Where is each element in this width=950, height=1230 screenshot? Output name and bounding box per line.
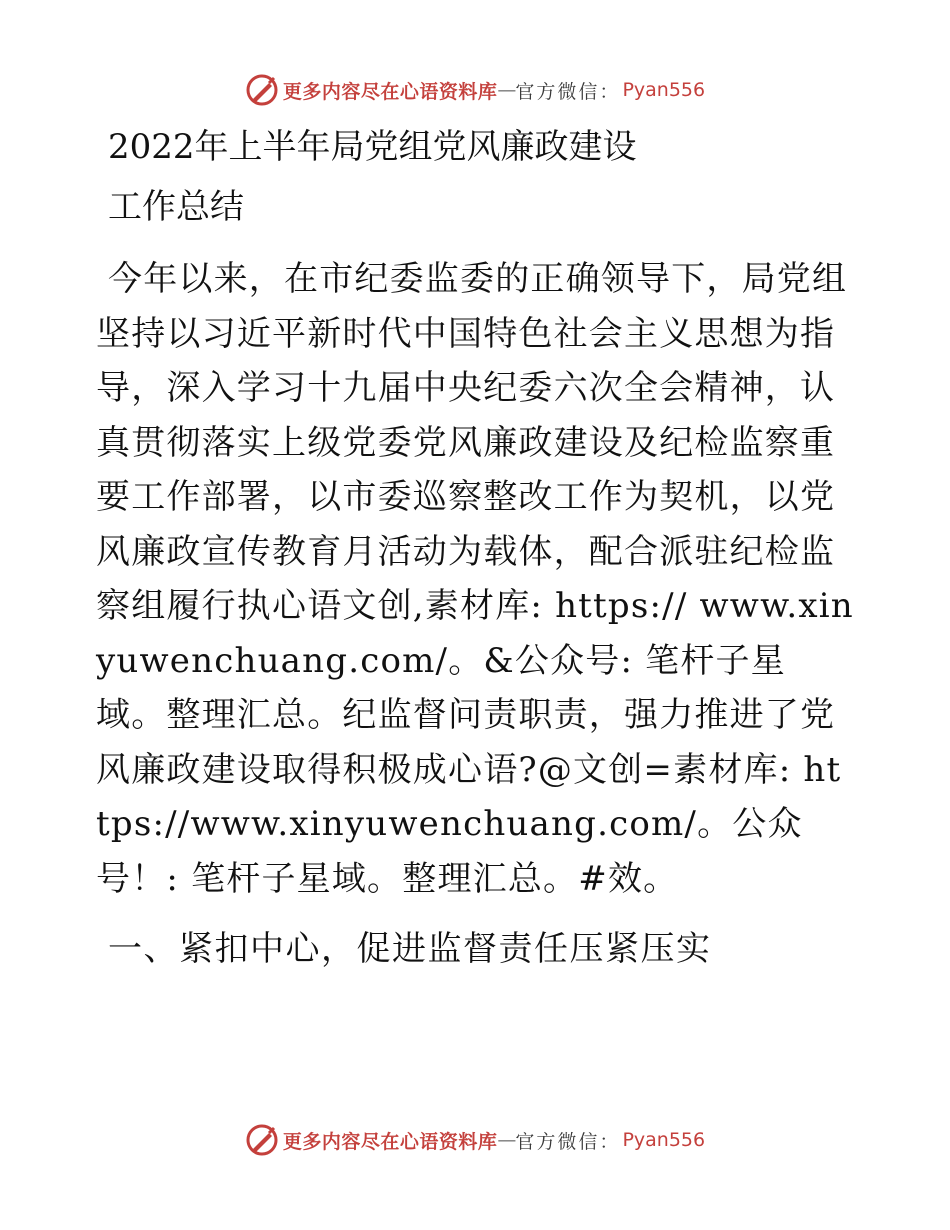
watermark-brand-text: 官方微信： bbox=[515, 1130, 621, 1153]
watermark-wechat-id: Pyan556 bbox=[622, 1129, 706, 1151]
pen-logo-icon bbox=[245, 73, 279, 107]
watermark-main-text: 更多内容尽在心语资料库 bbox=[282, 1130, 498, 1153]
watermark-main-text: 更多内容尽在心语资料库 bbox=[282, 80, 498, 103]
watermark-banner-bottom bbox=[0, 1120, 950, 1160]
watermark-dash: — bbox=[497, 79, 516, 101]
watermark-wechat-id: Pyan556 bbox=[622, 79, 706, 101]
document-subtitle: 工作总结 bbox=[108, 187, 244, 227]
body-paragraph: 今年以来，在市纪委监委的正确领导下，局党组坚持以习近平新时代中国特色社会主义思想为指导，深入学习十九届中央纪委六次全会精神，认真贯彻落实上级党委党风廉政建设及纪检监察重要工作部署，以市委巡察整改工作为契机，以党风廉政宣传教育月活动为载体，配合派驻纪检监察组履行执心语文创,素材库: https:// www.xinyuwenchuang.com/。&公众号: 笔杆子星域。整理汇总。纪监督问责职责，强力推进了党风廉政建设取得积极成心语?@文创=素材库: https://www.xinyuwenchuang.com/。公众号！: 笔杆子星域。整理汇总。#效。 bbox=[96, 259, 854, 899]
document-title: 2022年上半年局党组党风廉政建设 bbox=[108, 127, 637, 167]
pen-logo-icon bbox=[245, 1123, 279, 1157]
document-body bbox=[96, 120, 856, 976]
watermark-brand-text: 官方微信： bbox=[515, 80, 621, 103]
watermark-banner-top bbox=[0, 70, 950, 110]
section-heading: 一、紧扣中心，促进监督责任压紧压实 bbox=[108, 929, 712, 969]
watermark-dash: — bbox=[497, 1129, 516, 1151]
